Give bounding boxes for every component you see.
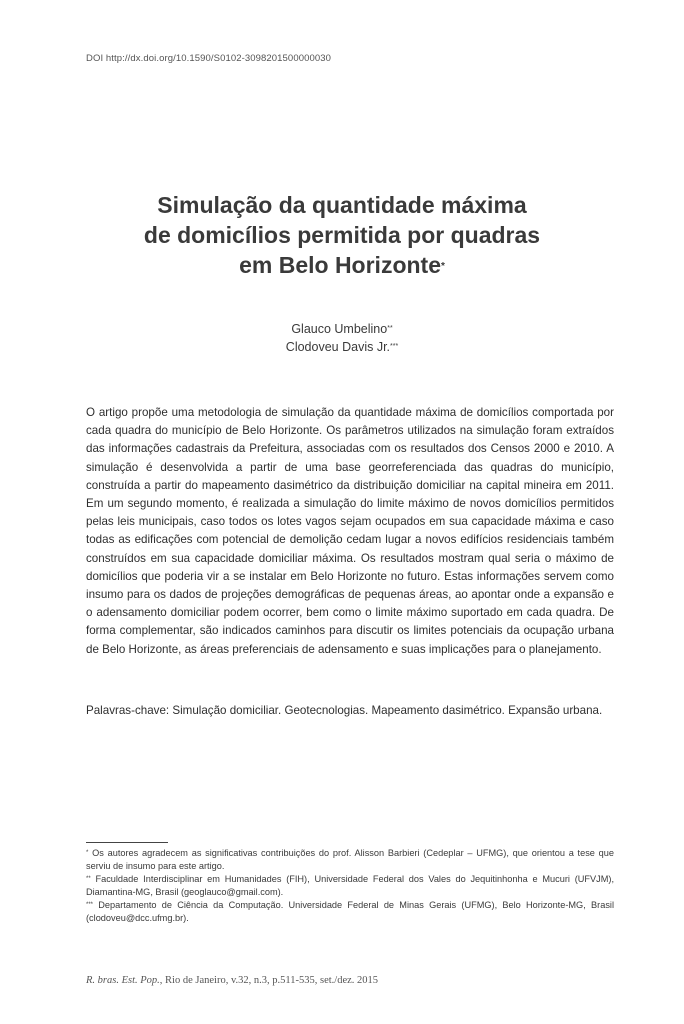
footnote-1: [86, 847, 614, 873]
article-title: [86, 190, 598, 280]
title-footnote-marker[interactable]: *: [441, 261, 445, 272]
footnote-2: [86, 873, 614, 899]
journal-details: , Rio de Janeiro, v.32, n.3, p.511-535, set./dez. 2015: [159, 975, 379, 986]
footnote-2-text: Faculdade Interdisciplinar em Humanidades (FIH), Universidade Federal dos Vales do Jequitinhonha e Mucuri (UFVJM), Diamantina-MG, Brasil (geoglauco@gmail.com).: [86, 874, 614, 897]
footnote-divider: [86, 842, 168, 843]
journal-citation: [86, 975, 378, 986]
footnote-2-marker: **: [86, 876, 91, 882]
title-line-3-text: em Belo Horizonte: [239, 252, 441, 278]
footnote-1-marker: *: [86, 850, 89, 856]
footnote-3-marker: ***: [86, 902, 94, 908]
title-line-3: [86, 250, 598, 280]
footnote-3: [86, 899, 614, 925]
journal-name: R. bras. Est. Pop.: [86, 975, 160, 986]
author-2-marker[interactable]: ***: [390, 343, 399, 350]
author-list: [86, 320, 598, 356]
doi-link[interactable]: DOI http://dx.doi.org/10.1590/S0102-3098201500000030: [86, 53, 332, 64]
footnotes: [86, 847, 614, 925]
author-1-name: Glauco Umbelino: [291, 322, 388, 336]
keywords-paragraph: Palavras-chave: Simulação domiciliar. Geotecnologias. Mapeamento dasimétrico. Expansão urbana.: [86, 704, 603, 717]
footnote-3-text: Departamento de Ciência da Computação. Universidade Federal de Minas Gerais (UFMG), Belo Horizonte-MG, Brasil (clodoveu@dcc.ufmg.br).: [86, 900, 614, 923]
author-2: [86, 338, 598, 356]
author-1: [86, 320, 598, 338]
abstract-paragraph: O artigo propõe uma metodologia de simulação da quantidade máxima de domicílios comportada por cada quadra do município de Belo Horizonte. Os parâmetros utilizados na simulação foram extraídos das informações cadastrais da Prefeitura, associadas com os resultados dos Censos 2000 e 2010. A simulação é desenvolvida a partir de uma base georreferenciada das quadras do município, construída a partir do mapeamento dasimétrico da distribuição domiciliar na capital mineira em 2011. Em um segundo momento, é realizada a simulação do limite máximo de novos domicílios permitidos pelas leis municipais, caso todos os lotes vagos sejam ocupados em sua capacidade máxima e caso todas as edificações com potencial de demolição cedam lugar a novos edifícios residenciais também construídos em sua capacidade domiciliar máxima. Os resultados mostram qual seria o máximo de domicílios que poderia vir a se instalar em Belo Horizonte no futuro. Estas informações servem como insumo para os dados de projeções demográficas de pequenas áreas, ao apontar onde a expansão e o adensamento domiciliar podem ocorrer, bem como o limite máximo suportado em cada quadra. De forma complementar, são indicados caminhos para discutir os limites potenciais da ocupação urbana de Belo Horizonte, as áreas preferenciais de adensamento e suas implicações para o planejamento.: [86, 406, 614, 656]
footnote-1-text: Os autores agradecem as significativas contribuições do prof. Alisson Barbieri (Cedeplar – UFMG), que orientou a tese que serviu de insumo para este artigo.: [86, 848, 614, 871]
title-line-1: Simulação da quantidade máxima: [157, 192, 527, 218]
author-2-name: Clodoveu Davis Jr.: [285, 340, 391, 354]
title-line-2: de domicílios permitida por quadras: [143, 222, 541, 248]
author-1-marker[interactable]: **: [387, 325, 393, 332]
